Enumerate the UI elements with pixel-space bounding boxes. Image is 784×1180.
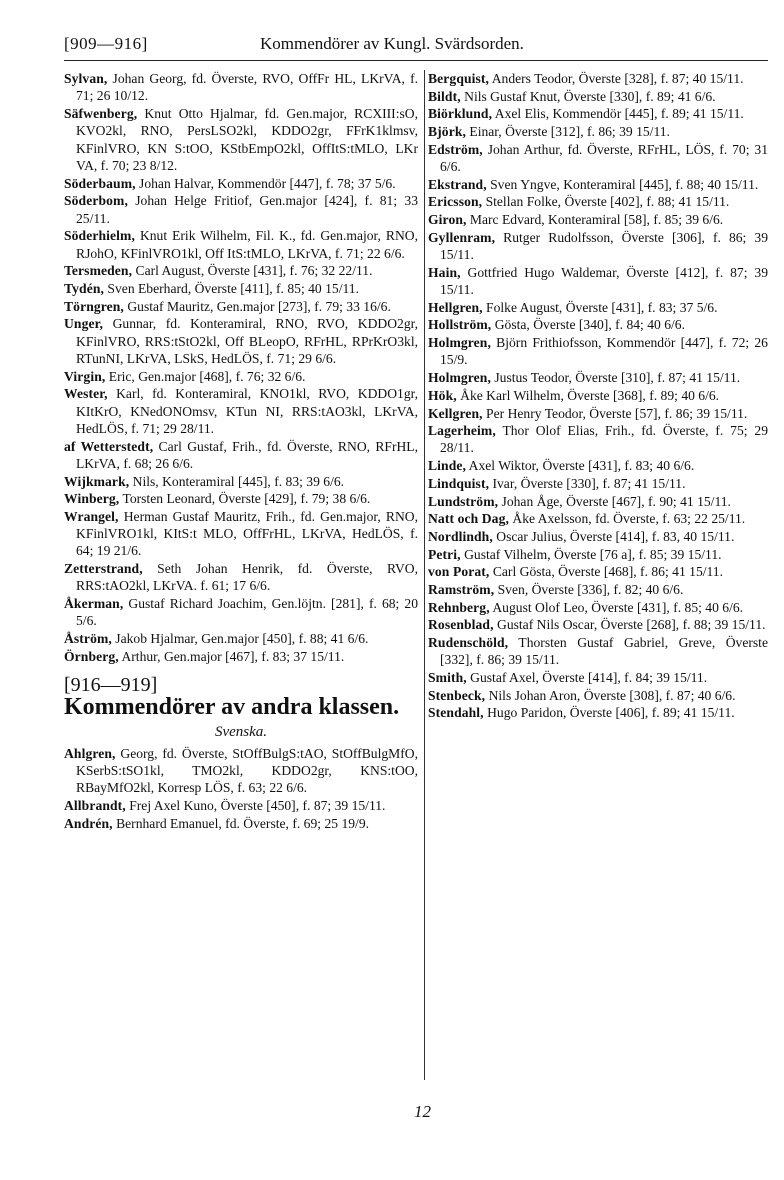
entry-text: Hugo Paridon, Överste [406], f. 89; 41 15/11. (487, 705, 735, 721)
entry-text: Marc Edvard, Konteramiral [58], f. 85; 39 6/6. (469, 212, 724, 228)
entry-name: Tydén, (64, 280, 105, 296)
entry (428, 457, 768, 474)
entry-list-right (428, 70, 768, 722)
entry-name: Hollström, (428, 317, 492, 333)
entry-text: Gottfried Hugo Waldemar, Överste [412], f. 87; 39 15/11. (440, 264, 768, 298)
entry-name: Rudenschöld, (428, 635, 509, 651)
entry-text: Frej Axel Kuno, Överste [450], f. 87; 39 15/11. (129, 798, 386, 813)
entry-name: Unger, (64, 316, 103, 332)
entry-list-2 (64, 745, 418, 832)
entry-text: Justus Teodor, Överste [310], f. 87; 41 15/11. (494, 370, 741, 386)
entry (64, 192, 418, 227)
entry-text: Georg, fd. Överste, StOffBulgS:tAO, StOffBulgMfO, KSerbS:tSO1kl, TMO2kl, KDDO2gr, KNS:tOO, RBayMfO2kl, Korresp LÖS, f. 63; 22 6/6. (76, 745, 418, 796)
entry-name: Andrén, (64, 815, 113, 831)
entry (64, 175, 418, 192)
entry (428, 88, 768, 105)
entry (64, 815, 418, 832)
entry-text: Sven, Överste [336], f. 82; 40 6/6. (497, 581, 684, 597)
entry (64, 262, 418, 279)
entry-text: Nils Gustaf Knut, Överste [330], f. 89; 41 6/6. (464, 88, 716, 104)
entry-name: Giron, (428, 212, 467, 228)
entry-name: Törngren, (64, 298, 124, 314)
entry-text: Gustaf Nils Oscar, Överste [268], f. 88; 39 15/11. (497, 617, 766, 633)
entry-text: Johan Georg, fd. Överste, RVO, OffFr HL, LKrVA, f. 71; 26 10/12. (76, 71, 418, 104)
entry-name: Petri, (428, 546, 461, 562)
entry-text: Sven Eberhard, Överste [411], f. 85; 40 15/11. (107, 280, 359, 296)
entry-name: Rosenblad, (428, 617, 494, 633)
entry (428, 475, 768, 492)
entry-text: Åke Axelsson, fd. Överste, f. 63; 22 25/11. (512, 511, 746, 527)
entry-name: Ahlgren, (64, 745, 116, 761)
entry (64, 298, 418, 315)
entry (428, 422, 768, 457)
entry (428, 493, 768, 510)
entry-name: Wijkmark, (64, 473, 130, 489)
entry-text: Einar, Överste [312], f. 86; 39 15/11. (469, 124, 670, 140)
entry (428, 369, 768, 386)
entry-name: Rehnberg, (428, 599, 490, 615)
entry (64, 315, 418, 367)
entry-name: Linde, (428, 458, 466, 474)
entry-name: Allbrandt, (64, 798, 126, 813)
entry (428, 546, 768, 563)
entry-text: Johan Åge, Överste [467], f. 90; 41 15/11. (501, 493, 731, 509)
entry-name: Åkerman, (64, 596, 124, 612)
entry-text: Carl Gustaf, Frih., fd. Överste, RNO, RFrHL, LKrVA, f. 68; 26 6/6. (76, 438, 418, 471)
header-range: [909—916] (64, 34, 148, 53)
entry-text: Gustaf Axel, Överste [414], f. 84; 39 15/11. (470, 670, 708, 686)
entry-name: Natt och Dag, (428, 511, 509, 527)
entry-name: Lagerheim, (428, 423, 496, 439)
entry-text: Karl, fd. Konteramiral, KNO1kl, RVO, KDDO1gr, KItKrO, KNedONOmsv, KTun NI, RRS:tAO3kl, LKrVA, HedLÖS, f. 71; 29 28/11. (76, 386, 418, 436)
entry-name: Ramström, (428, 581, 495, 597)
entry-name: Hök, (428, 387, 457, 403)
entry (428, 581, 768, 598)
section-subtitle: Svenska. (214, 724, 268, 741)
entry (428, 316, 768, 333)
entry (64, 438, 418, 473)
entry-name: Lundström, (428, 493, 499, 509)
entry (428, 70, 768, 87)
entry-name: Söderbaum, (64, 175, 136, 191)
entry-name: Björk, (428, 124, 466, 140)
section-title: Kommendörer av andra klassen. (64, 694, 400, 721)
entry (428, 599, 768, 616)
entry-text: Sven Yngve, Konteramiral [445], f. 88; 40 15/11. (490, 176, 759, 192)
entry-text: Johan Helge Fritiof, Gen.major [424], f. 81; 33 25/11. (76, 193, 418, 226)
entry-text: Eric, Gen.major [468], f. 76; 32 6/6. (108, 368, 306, 384)
entry-name: Hain, (428, 264, 461, 280)
entry (428, 510, 768, 527)
entry-text: Nils Johan Aron, Överste [308], f. 87; 40 6/6. (488, 687, 736, 703)
entry (428, 193, 768, 210)
entry-text: Björn Frithiofsson, Kommendör [447], f. 72; 26 15/9. (440, 335, 768, 368)
header-title: Kommendörer av Kungl. Svärdsorden. (260, 34, 524, 53)
entry-text: Torsten Leonard, Överste [429], f. 79; 38 6/6. (122, 491, 371, 507)
entry (428, 229, 768, 264)
entry (428, 528, 768, 545)
entry-name: Gyllenram, (428, 229, 496, 245)
entry (64, 385, 418, 437)
entry (64, 797, 418, 814)
entry-name: Edström, (428, 141, 483, 157)
entry-name: Söderbom, (64, 193, 128, 209)
entry (64, 595, 418, 630)
entry-text: Axel Wiktor, Överste [431], f. 83; 40 6/6. (468, 458, 695, 474)
columns (64, 70, 768, 1080)
entry-name: Biörklund, (428, 106, 493, 122)
entry (428, 211, 768, 228)
entry-text: Anders Teodor, Överste [328], f. 87; 40 15/11. (491, 71, 744, 86)
entry-name: Säfwenberg, (64, 105, 138, 121)
entry (428, 669, 768, 686)
entry-text: Herman Gustaf Mauritz, Frih., fd. Gen.major, RNO, KFinlVRO1kl, KItS:t MLO, OffFrHL, LKrVA, HedLÖS, f. 64; 19 21/6. (76, 508, 418, 559)
entry (428, 563, 768, 580)
entry-name: Nordlindh, (428, 528, 493, 544)
entry-name: Söderhielm, (64, 228, 135, 244)
entry (428, 123, 768, 140)
entry (64, 368, 418, 385)
entry (64, 490, 418, 507)
entry-text: Oscar Julius, Överste [414], f. 83, 40 15/11. (496, 528, 735, 544)
entry-name: Holmgren, (428, 370, 491, 386)
entry (428, 105, 768, 122)
entry-text: Arthur, Gen.major [467], f. 83; 37 15/11. (121, 648, 345, 664)
entry (428, 704, 768, 721)
entry (64, 70, 418, 105)
entry-name: Stenbeck, (428, 687, 486, 703)
entry-name: Bergquist, (428, 71, 490, 86)
entry-list-1 (64, 70, 418, 665)
entry-text: Knut Erik Wilhelm, Fil. K., fd. Gen.major, RNO, RJohO, KFinlVRO1kl, Off ItS:tMLO, LKrVA, f. 71; 22 6/6. (76, 228, 418, 261)
entry-text: Gösta, Överste [340], f. 84; 40 6/6. (494, 317, 685, 333)
entry (64, 630, 418, 647)
entry-name: Smith, (428, 670, 467, 686)
entry-text: Axel Elis, Kommendör [445], f. 89; 41 15/11. (494, 106, 744, 122)
entry-name: Holmgren, (428, 335, 491, 351)
running-header (64, 32, 768, 61)
entry (428, 405, 768, 422)
section-range: [916—919] (64, 674, 158, 697)
entry-text: August Olof Leo, Överste [431], f. 85; 40 6/6. (492, 599, 744, 615)
entry (428, 141, 768, 176)
entry-text: Åke Karl Wilhelm, Överste [368], f. 89; 40 6/6. (460, 387, 720, 403)
entry-text: Johan Halvar, Kommendör [447], f. 78; 37 5/6. (139, 175, 396, 191)
entry-text: Thor Olof Elias, Frih., fd. Överste, f. 75; 29 28/11. (440, 423, 768, 456)
entry (64, 508, 418, 560)
entry-text: Nils, Konteramiral [445], f. 83; 39 6/6. (132, 473, 345, 489)
entry-text: Gustaf Mauritz, Gen.major [273], f. 79; 33 16/6. (127, 298, 391, 314)
entry-text: Rutger Rudolfsson, Överste [306], f. 86; 39 15/11. (440, 229, 768, 263)
entry (64, 648, 418, 665)
entry (428, 299, 768, 316)
entry-name: Wrangel, (64, 508, 119, 524)
entry-text: Gunnar, fd. Konteramiral, RNO, RVO, KDDO2gr, KFinlVRO, RRS:tStO2kl, Off BLeopO, RFrHL, RPrKrO3kl, RTunNI, LKrVA, LSkS, HedLÖS, f. 71; 29 6/6. (76, 316, 418, 366)
entry-name: Zetterstrand, (64, 561, 143, 577)
entry-text: Per Henry Teodor, Överste [57], f. 86; 39 15/11. (486, 405, 748, 421)
entry-name: Kellgren, (428, 405, 483, 421)
entry-text: Bernhard Emanuel, fd. Överste, f. 69; 25 19/9. (116, 815, 370, 831)
entry-text: Jakob Hjalmar, Gen.major [450], f. 88; 41 6/6. (115, 631, 369, 647)
left-column (64, 70, 418, 1080)
entry (428, 334, 768, 369)
entry (64, 473, 418, 490)
entry-name: Lindquist, (428, 475, 490, 491)
entry-name: Stendahl, (428, 705, 484, 721)
entry (428, 176, 768, 193)
entry-name: Ekstrand, (428, 176, 487, 192)
entry (64, 227, 418, 262)
entry (428, 616, 768, 633)
entry-text: Gustaf Richard Joachim, Gen.löjtn. [281], f. 68; 20 5/6. (76, 596, 418, 629)
page-number: 12 (414, 1102, 431, 1121)
entry (428, 634, 768, 669)
entry-text: Knut Otto Hjalmar, fd. Gen.major, RCXIII:sO, KVO2kl, RNO, PersLSO2kl, KDDO2gr, FFrK1klmsv, KFinlVRO, KN S:tOO, KStbEmpO2kl, OffItS:tMLO, LKr VA, f. 70; 23 8/12. (76, 105, 418, 173)
entry-name: Sylvan, (64, 71, 108, 86)
entry-name: Ericsson, (428, 194, 483, 210)
entry-name: Tersmeden, (64, 263, 133, 279)
entry (64, 280, 418, 297)
entry-text: Gustaf Vilhelm, Överste [76 a], f. 85; 39 15/11. (464, 546, 722, 562)
entry-text: Johan Arthur, fd. Överste, RFrHL, LÖS, f. 70; 31 6/6. (440, 141, 768, 175)
entry-name: Virgin, (64, 368, 106, 384)
entry (64, 745, 418, 797)
right-column (428, 70, 768, 1080)
entry-name: Hellgren, (428, 299, 483, 315)
entry-text: Carl August, Överste [431], f. 76; 32 22/11. (135, 263, 373, 279)
entry (428, 264, 768, 299)
entry-name: Åström, (64, 631, 112, 647)
entry (428, 687, 768, 704)
entry-text: Ivar, Överste [330], f. 87; 41 15/11. (492, 475, 686, 491)
entry (64, 105, 418, 174)
entry-name: Bildt, (428, 88, 461, 104)
entry-text: Folke August, Överste [431], f. 83; 37 5/6. (486, 299, 718, 315)
entry-text: Seth Johan Henrik, fd. Överste, RVO, RRS:tAO2kl, LKrVA. f. 61; 17 6/6. (76, 561, 418, 594)
entry (64, 560, 418, 595)
entry-text: Stellan Folke, Överste [402], f. 88; 41 15/11. (485, 194, 730, 210)
entry (428, 387, 768, 404)
entry-text: Thorsten Gustaf Gabriel, Greve, Överste [332], f. 86; 39 15/11. (440, 635, 768, 668)
entry-name: von Porat, (428, 564, 490, 580)
entry-name: Örnberg, (64, 648, 119, 664)
entry-name: af Wetterstedt, (64, 438, 154, 454)
entry-name: Wester, (64, 386, 108, 402)
entry-text: Carl Gösta, Överste [468], f. 86; 41 15/11. (492, 564, 723, 580)
entry-name: Winberg, (64, 491, 120, 507)
